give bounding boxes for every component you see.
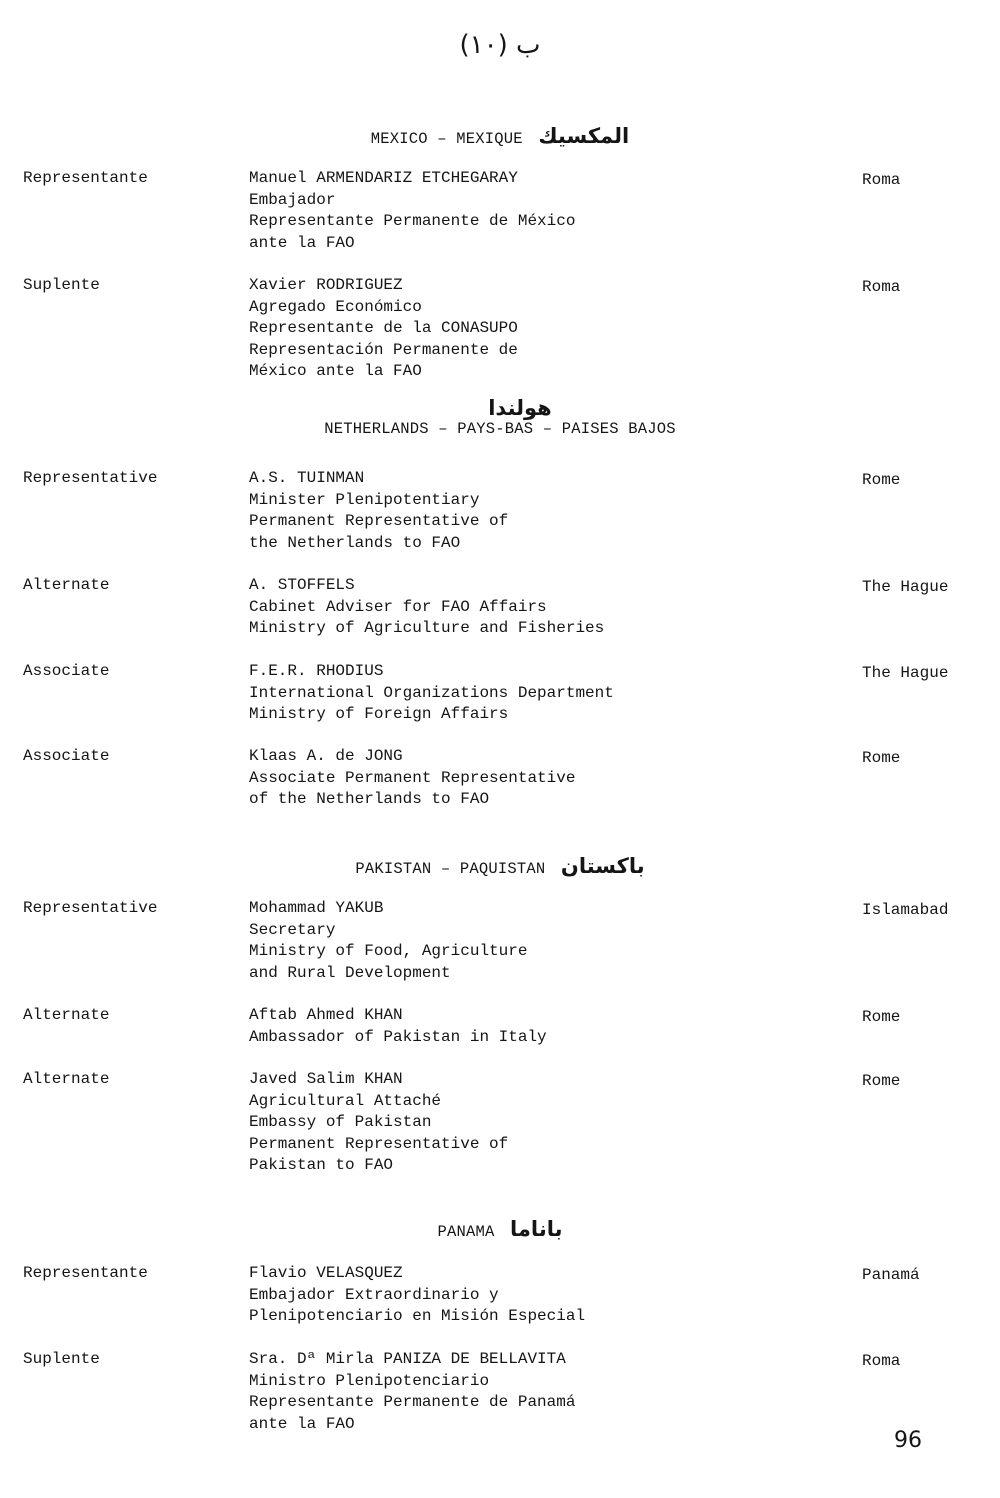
delegate-city: The Hague: [862, 578, 949, 596]
country-heading-mexico: [0, 124, 1000, 148]
delegate-title: Minister Plenipotentiary: [249, 490, 480, 509]
delegate-details: [249, 661, 614, 726]
delegate-name: A. STOFFELS: [249, 576, 355, 594]
delegate-name: Sra. Dª Mirla PANIZA DE BELLAVITA: [249, 1350, 566, 1368]
delegate-role: Alternate: [23, 576, 110, 594]
delegate-role: Representante: [23, 169, 148, 187]
delegate-title: Pakistan to FAO: [249, 1156, 394, 1175]
delegate-role: Suplente: [23, 1350, 100, 1368]
page-header: ب (١٠): [459, 30, 541, 60]
delegate-title: ante la FAO: [249, 233, 355, 252]
delegate-title: the Netherlands to FAO: [249, 533, 461, 552]
delegate-name: Klaas A. de JONG: [249, 747, 403, 765]
delegate-title: Representante Permanente de Panamá: [249, 1393, 576, 1412]
delegate-title: Representante Permanente de México: [249, 212, 576, 231]
delegate-role: Associate: [23, 747, 110, 765]
delegate-city: Roma: [862, 1352, 901, 1370]
delegate-details: [249, 275, 518, 383]
delegate-details: [249, 575, 604, 640]
delegate-details: [249, 1349, 575, 1435]
delegate-title: Embajador: [249, 190, 336, 209]
page-number: 96: [894, 1428, 922, 1453]
delegate-title: Representación Permanente de: [249, 340, 518, 359]
delegate-name: Flavio VELASQUEZ: [249, 1264, 403, 1282]
delegate-city: Rome: [862, 749, 901, 767]
delegate-details: [249, 746, 575, 811]
delegate-details: [249, 468, 508, 554]
delegate-title: Embajador Extraordinario y: [249, 1285, 499, 1304]
delegate-details: [249, 1069, 508, 1177]
delegate-name: Javed Salim KHAN: [249, 1070, 403, 1088]
delegate-title: Plenipotenciario en Misión Especial: [249, 1307, 586, 1326]
delegate-name: Manuel ARMENDARIZ ETCHEGARAY: [249, 169, 518, 187]
delegate-title: Permanent Representative of: [249, 512, 509, 531]
delegate-role: Alternate: [23, 1070, 110, 1088]
delegate-city: Rome: [862, 1072, 901, 1090]
country-heading-panama: [0, 1217, 1000, 1241]
delegate-title: Agricultural Attaché: [249, 1091, 442, 1110]
country-name-arabic: باكستان: [560, 854, 645, 878]
delegate-details: [249, 1263, 585, 1328]
delegate-city: Roma: [862, 171, 901, 189]
country-name-arabic: المكسيك: [538, 124, 630, 148]
delegate-title: Associate Permanent Representative: [249, 768, 576, 787]
delegate-role: Alternate: [23, 1006, 110, 1024]
delegate-title: Representante de la CONASUPO: [249, 319, 518, 338]
country-name: PANAMA: [437, 1223, 495, 1241]
country-name: PAKISTAN – PAQUISTAN: [355, 860, 546, 878]
country-name: NETHERLANDS – PAYS-BAS – PAISES BAJOS: [324, 420, 676, 438]
delegate-title: Ministry of Foreign Affairs: [249, 705, 509, 724]
country-name-arabic: هولندا: [488, 396, 552, 420]
delegate-title: Ministro Plenipotenciario: [249, 1371, 490, 1390]
delegate-title: Agregado Económico: [249, 297, 422, 316]
delegate-title: Ambassador of Pakistan in Italy: [249, 1027, 547, 1046]
delegate-city: Rome: [862, 1008, 901, 1026]
country-name-arabic: باناما: [510, 1217, 563, 1241]
delegate-city: Panamá: [862, 1266, 920, 1284]
delegate-title: and Rural Development: [249, 963, 451, 982]
country-heading-netherlands: [0, 396, 1000, 438]
delegate-title: Secretary: [249, 920, 336, 939]
delegate-title: Cabinet Adviser for FAO Affairs: [249, 597, 547, 616]
delegate-role: Representante: [23, 1264, 148, 1282]
delegate-city: Rome: [862, 471, 901, 489]
delegate-title: ante la FAO: [249, 1414, 355, 1433]
delegate-details: [249, 168, 575, 254]
delegate-name: F.E.R. RHODIUS: [249, 662, 384, 680]
delegate-name: Xavier RODRIGUEZ: [249, 276, 403, 294]
delegate-name: A.S. TUINMAN: [249, 469, 365, 487]
delegate-role: Representative: [23, 899, 158, 917]
delegate-title: of the Netherlands to FAO: [249, 790, 490, 809]
delegate-city: The Hague: [862, 664, 949, 682]
delegate-title: Ministry of Agriculture and Fisheries: [249, 619, 605, 638]
delegate-title: International Organizations Department: [249, 683, 614, 702]
delegate-role: Suplente: [23, 276, 100, 294]
delegate-name: Mohammad YAKUB: [249, 899, 384, 917]
delegate-name: Aftab Ahmed KHAN: [249, 1006, 403, 1024]
delegate-title: Ministry of Food, Agriculture: [249, 942, 528, 961]
country-name: MEXICO – MEXIQUE: [370, 130, 523, 148]
delegate-city: Islamabad: [862, 901, 949, 919]
delegate-details: [249, 898, 527, 984]
delegate-role: Associate: [23, 662, 110, 680]
delegate-title: Embassy of Pakistan: [249, 1113, 432, 1132]
delegate-title: México ante la FAO: [249, 362, 422, 381]
delegate-role: Representative: [23, 469, 158, 487]
delegate-city: Roma: [862, 278, 901, 296]
delegate-title: Permanent Representative of: [249, 1134, 509, 1153]
delegate-details: [249, 1005, 547, 1048]
country-heading-pakistan: [0, 854, 1000, 878]
